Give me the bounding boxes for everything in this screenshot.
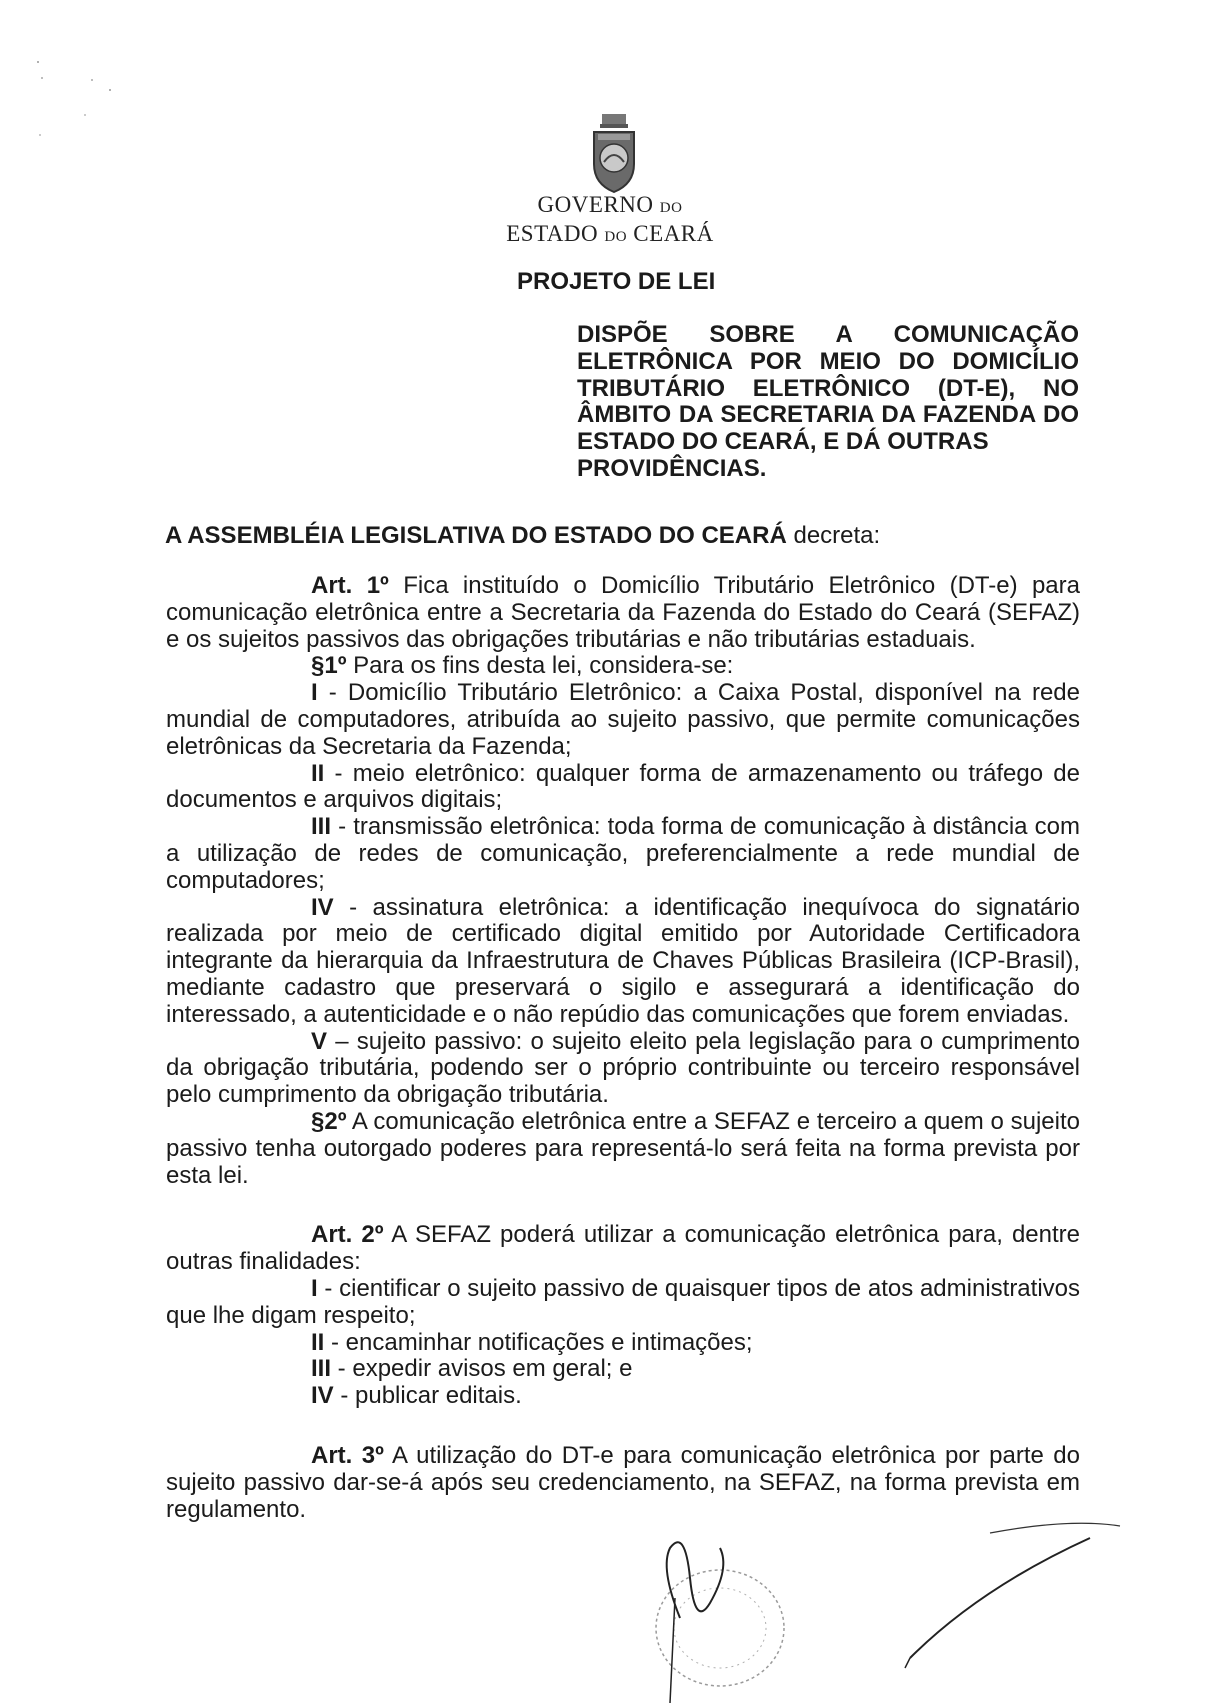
header-cap: G [537,192,555,217]
header-text: OVERNO [554,192,654,217]
article: Art. 1º Fica instituído o Domicílio Tributário Eletrônico (DT-e) para comunicação eletrônica entre a Secretaria da Fazenda do Estado do Ceará (SEFAZ) e os sujeitos passivos das obrigações tributárias e não tributárias estaduais. [166,572,1080,653]
item: V – sujeito passivo: o sujeito eleito pela legislação para o cumprimento da obrigação tributária, podendo ser o próprio contribuinte ou terceiro responsável pelo cumprimento da obrigação tributária. [166,1027,1080,1109]
ementa-last-line: PROVIDÊNCIAS. [577,454,767,482]
header-cap: C [633,221,650,246]
item: I - cientificar o sujeito passivo de quaisquer tipos de atos administrativos que lhe digam respeito; [166,1274,1080,1329]
article: Art. 3º A utilização do DT-e para comunicação eletrônica por parte do sujeito passivo dar-se-á após seu credenciamento, na SEFAZ, na forma prevista em regulamento. [166,1441,1080,1523]
document-body [166,573,1080,1523]
item: II - encaminhar notificações e intimações; [311,1328,753,1356]
ementa [577,322,1079,483]
item: III - transmissão eletrônica: toda forma de comunicação à distância com a utilização de redes de comunicação, preferencialmente a rede mundial de computadores; [166,813,1080,894]
header-text: EARÁ [649,221,714,246]
item: III - expedir avisos em geral; e [311,1355,633,1383]
state-crest-icon [584,112,644,194]
paragraph: §2º A comunicação eletrônica entre a SEFAZ e terceiro a quem o sujeito passivo tenha outorgado poderes para representá-lo será feita na forma prevista por esta lei. [166,1107,1080,1189]
paragraph: §1º Para os fins desta lei, considera-se: [311,652,734,680]
header-small: DO [604,229,628,245]
government-header [460,192,760,250]
item: II - meio eletrônico: qualquer forma de armazenamento ou tráfego de documentos e arquivos digitais; [166,759,1080,814]
enactment-rest: decreta: [786,522,881,549]
header-small: DO [659,200,683,216]
article: Art. 2º A SEFAZ poderá utilizar a comunicação eletrônica para, dentre outras finalidades: [166,1221,1080,1276]
ementa-text: DISPÕE SOBRE A COMUNICAÇÃO ELETRÔNICA POR MEIO DO DOMICÍLIO TRIBUTÁRIO ELETRÔNICO (DT-E), NO ÂMBITO DA SECRETARIA DA FAZENDA DO ESTADO DO CEARÁ, E DÁ OUTRAS [577,321,1079,456]
handwritten-signature-icon [650,1508,1150,1703]
header-cap: E [506,221,521,246]
item: IV - assinatura eletrônica: a identificação inequívoca do signatário realizada por meio de certificado digital emitido por Autoridade Certificadora integrante da hierarquia da Infraestrutura de Chaves Públicas Brasileira (ICP-Brasil), mediante cadastro que preservará o sigilo e assegurará a identificação do interessado, a autenticidade e o não repúdio das comunicações que forem enviadas. [166,893,1080,1028]
document-title: PROJETO DE LEI [517,268,716,295]
item: IV - publicar editais. [311,1382,522,1410]
enactment-bold: A ASSEMBLÉIA LEGISLATIVA DO ESTADO DO CEARÁ [165,522,787,549]
enactment-clause [165,522,880,550]
header-text: STADO [520,221,599,246]
scan-specks [30,50,130,150]
item: I - Domicílio Tributário Eletrônico: a Caixa Postal, disponível na rede mundial de computadores, atribuída ao sujeito passivo, que permite comunicações eletrônicas da Secretaria da Fazenda; [166,679,1080,760]
